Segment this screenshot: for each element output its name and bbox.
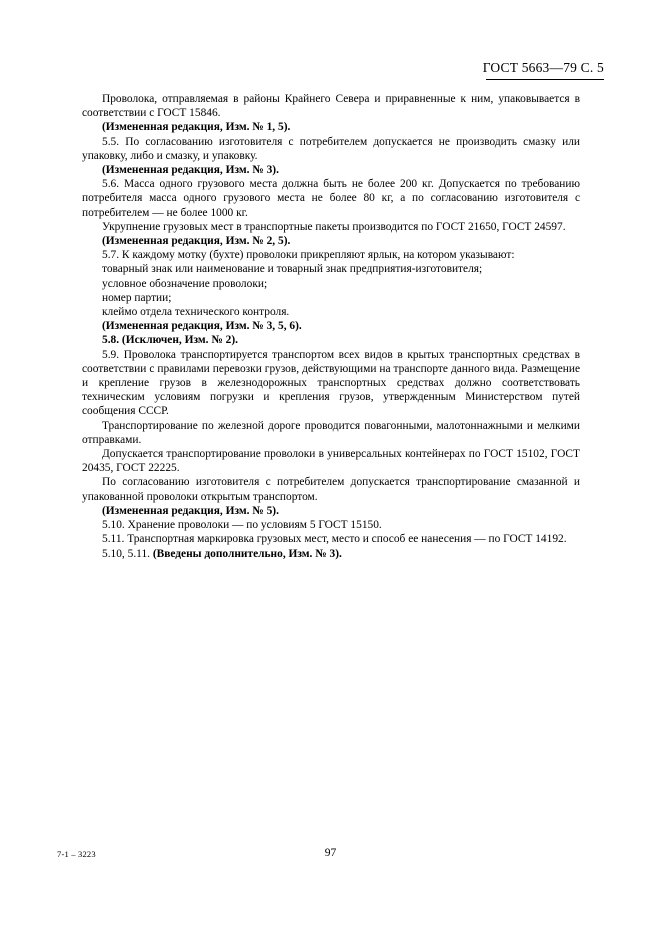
paragraph: Проволока, отправляемая в районы Крайнего Севера и приравненные к ним, упаковывается в соответствии с ГОСТ 15846. (82, 93, 580, 120)
paragraph-note (82, 120, 580, 134)
paragraph-note-text: (Измененная редакция, Изм. № 1, 5). (102, 121, 291, 134)
paragraph-note-text: (Измененная редакция, Изм. № 2, 5). (102, 235, 291, 248)
paragraph: 5.5. По согласованию изготовителя с потребителем допускается не производить смазку или упаковку, либо и смазку, и упаковку. (82, 135, 580, 162)
document-body (82, 92, 580, 561)
paragraph: 5.10. Хранение проволоки — по условиям 5 ГОСТ 15150. (102, 519, 382, 532)
paragraph-prefix: 5.10, 5.11. (102, 547, 153, 560)
list-item: товарный знак или наименование и товарный знак предприятия-изготовителя; (102, 263, 483, 276)
paragraph-note (82, 547, 580, 561)
paragraph-note-text: (Введены дополнительно, Изм. № 3). (152, 547, 342, 560)
list-item: условное обозначение проволоки; (102, 277, 268, 290)
paragraph: Укрупнение грузовых мест в транспортные пакеты производится по ГОСТ 21650, ГОСТ 24597. (102, 220, 566, 233)
list-item: клеймо отдела технического контроля. (102, 306, 290, 319)
paragraph: Допускается транспортирование проволоки в универсальных контейнерах по ГОСТ 15102, ГОСТ 20435, ГОСТ 22225. (82, 448, 580, 475)
list-item: номер партии; (102, 291, 172, 304)
page-number: 97 (324, 847, 337, 859)
paragraph: По согласованию изготовителя с потребителем допускается транспортирование смазанной и упакованной проволоки открытым транспортом. (82, 476, 580, 503)
footer-signature: 7-1 – 3223 (57, 849, 96, 859)
paragraph-note-text: (Измененная редакция, Изм. № 3, 5, 6). (102, 320, 302, 333)
paragraph-note (82, 234, 580, 248)
paragraph-note-text: (Измененная редакция, Изм. № 5). (102, 504, 279, 517)
page-header: ГОСТ 5663—79 С. 5 (482, 60, 604, 75)
paragraph-note-text: (Измененная редакция, Изм. № 3). (102, 164, 279, 177)
paragraph: 5.6. Масса одного грузового места должна быть не более 200 кг. Допускается по требованию потребителя масса одного грузового места не более 80 кг, а по согласованию изготовителя с потребителем — не более 1000 кг. (82, 178, 580, 219)
paragraph-note (82, 163, 580, 177)
header-divider (486, 79, 604, 80)
paragraph-note (82, 319, 580, 333)
paragraph: Транспортирование по железной дороге проводится повагонными, малотоннажными и мелкими отправками. (82, 419, 580, 446)
paragraph-note (82, 504, 580, 518)
paragraph-note-text: 5.8. (Исключен, Изм. № 2). (102, 334, 238, 347)
paragraph: 5.9. Проволока транспортируется транспортом всех видов в крытых транспортных средствах в соответствии с правилами перевозки грузов, действующими на транспорте данного вида. Размещение и крепление грузов в железнодорожных транспортных средствах должно соответствовать техническим условиям погрузки и крепления грузов, утвержденным Министерством путей сообщения СССР. (82, 348, 580, 418)
paragraph: 5.11. Транспортная маркировка грузовых мест, место и способ ее нанесения — по ГОСТ 14192. (102, 533, 567, 546)
paragraph: 5.7. К каждому мотку (бухте) проволоки прикрепляют ярлык, на котором указывают: (102, 249, 515, 262)
paragraph-note (82, 333, 580, 347)
